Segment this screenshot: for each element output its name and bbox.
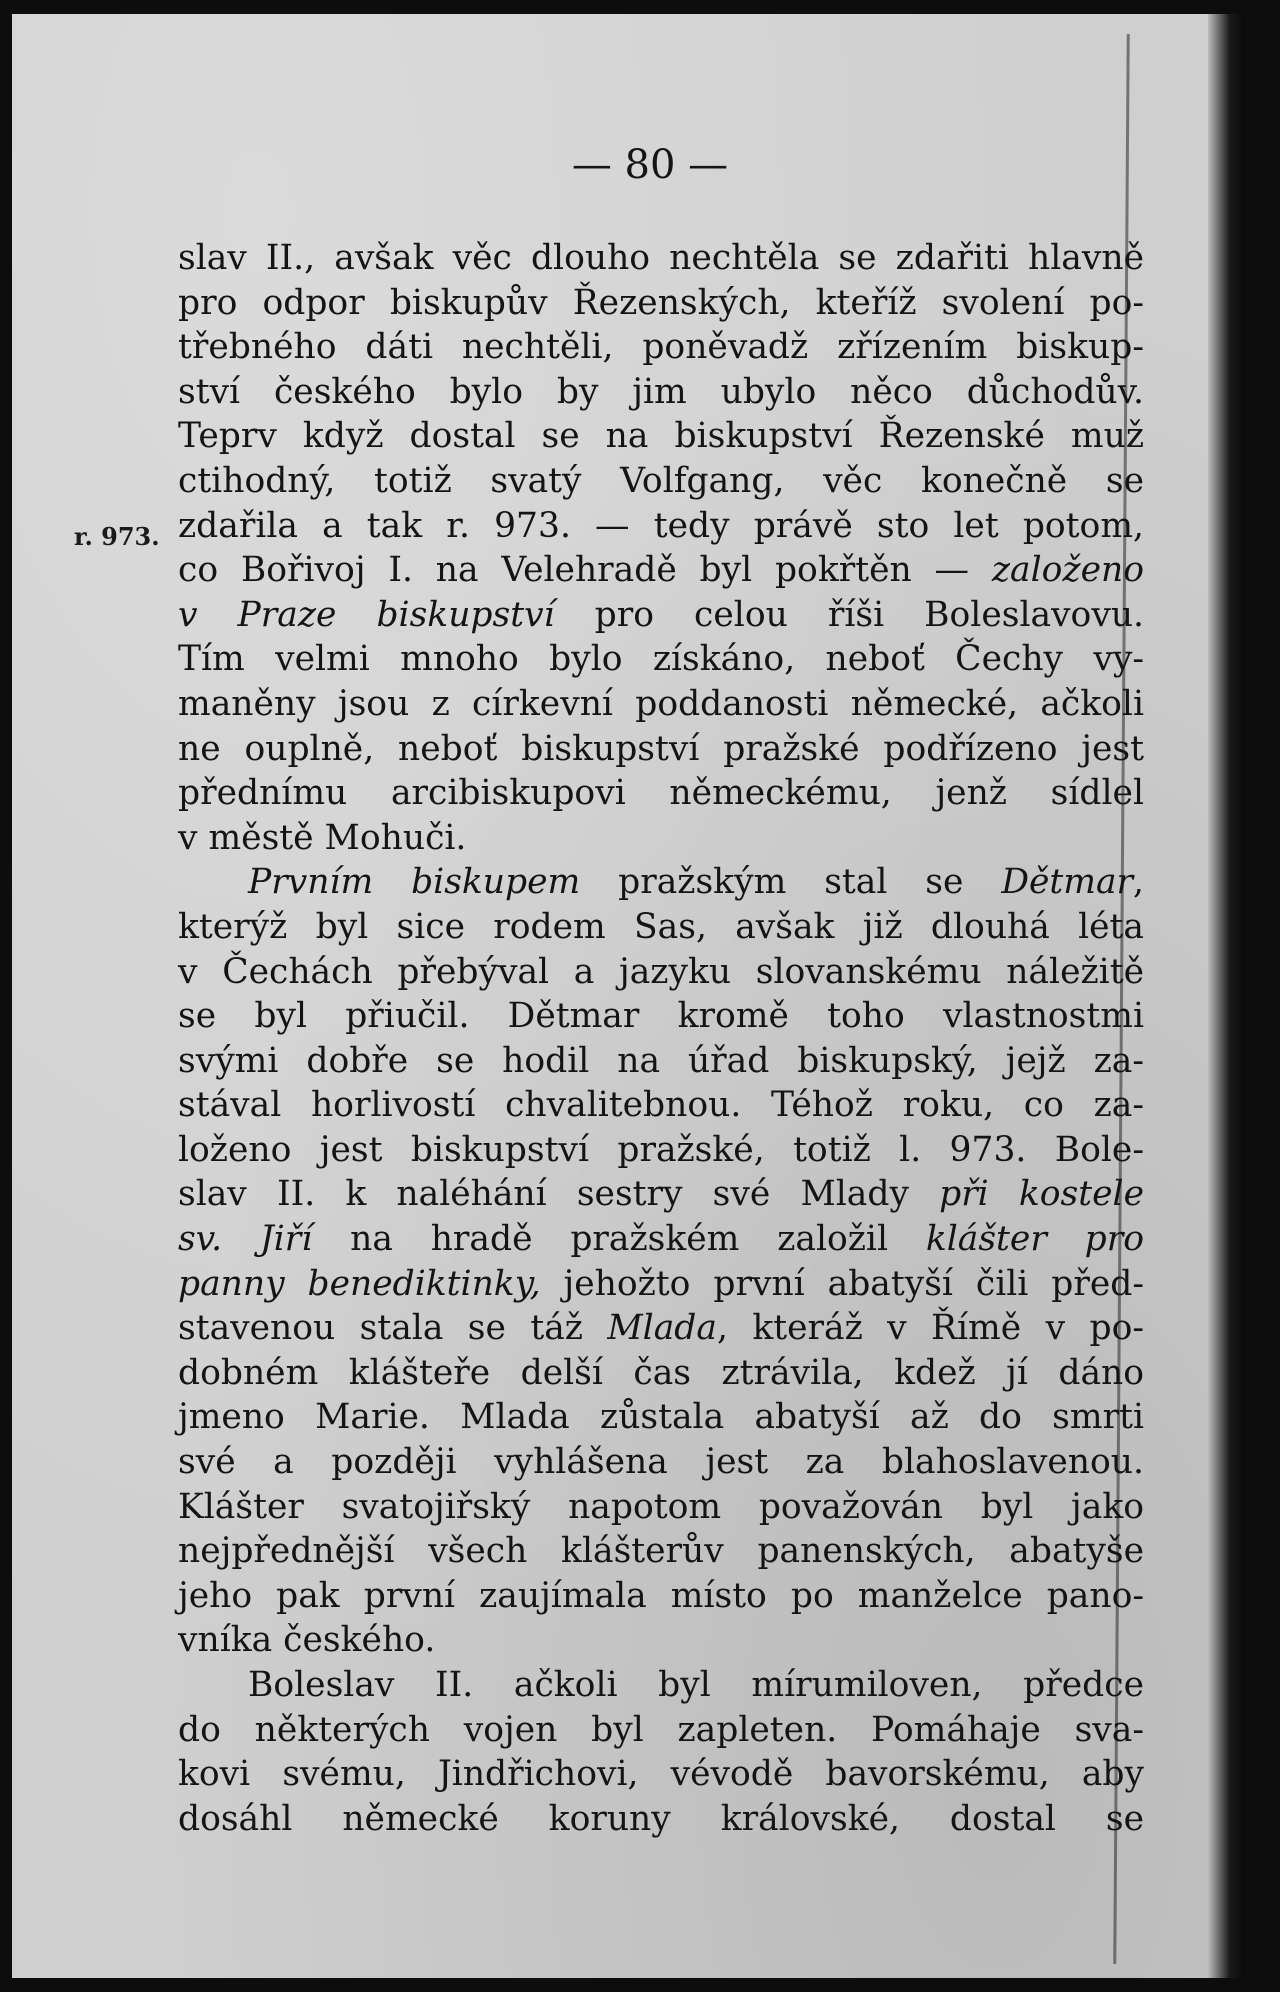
scanned-page bbox=[12, 14, 1244, 1978]
text-line: loženo jest biskupství pražské, totiž l. 973. Bole- bbox=[178, 1129, 1144, 1170]
text-line: stavenou stala se táž Mlada, kteráž v Římě v po- bbox=[178, 1308, 1145, 1349]
text-line: Klášter svatojiřský napotom považován byl jako bbox=[178, 1486, 1144, 1527]
text-line: slav II. k naléhání sestry své Mlady při kostele bbox=[178, 1174, 1144, 1215]
text-line: zdařila a tak r. 973. — tedy právě sto let potom, bbox=[178, 505, 1144, 546]
book-spine-shadow bbox=[1208, 14, 1244, 1978]
text-line: pro odpor biskupův Řezenských, kteříž svolení po- bbox=[178, 282, 1144, 323]
text-line: Boleslav II. ačkoli byl mírumiloven, předce bbox=[248, 1665, 1144, 1705]
margin-note-year: r. 973. bbox=[74, 522, 160, 551]
text-line: sv. Jiří na hradě pražském založil klášter pro bbox=[178, 1219, 1144, 1260]
text-line: svými dobře se hodil na úřad biskupský, jejž za- bbox=[178, 1040, 1144, 1081]
text-line: kovi svému, Jindřichovi, vévodě bavorskému, aby bbox=[178, 1754, 1144, 1795]
text-line: do některých vojen byl zapleten. Pomáhaje sva- bbox=[178, 1709, 1144, 1750]
page-number: — 80 — bbox=[571, 142, 729, 188]
text-line: nejpřednější všech klášterův panenských, abatyše bbox=[178, 1531, 1144, 1572]
text-line: maněny jsou z církevní poddanosti německé, ačkoli bbox=[178, 683, 1144, 724]
text-line: se byl přiučil. Dětmar kromě toho vlastnostmi bbox=[178, 996, 1144, 1037]
text-line: přednímu arcibiskupovi německému, jenž sídlel bbox=[178, 773, 1144, 814]
text-line: kterýž byl sice rodem Sas, avšak již dlouhá léta bbox=[178, 906, 1144, 947]
text-line: třebného dáti nechtěli, poněvadž zřízením biskup- bbox=[178, 327, 1144, 368]
text-line: slav II., avšak věc dlouho nechtěla se zdařiti hlavně bbox=[178, 238, 1144, 278]
text-line: Teprv když dostal se na biskupství Řezenské muž bbox=[178, 416, 1144, 457]
text-line: své a později vyhlášena jest za blahoslavenou. bbox=[178, 1442, 1144, 1483]
text-line: ství českého bylo by jim ubylo něco důchodův. bbox=[178, 371, 1144, 412]
text-line: ne ouplně, neboť biskupství pražské podřízeno jest bbox=[178, 728, 1144, 769]
text-line: stával horlivostí chvalitebnou. Téhož roku, co za- bbox=[178, 1085, 1144, 1126]
text-line: co Bořivoj I. na Velehradě byl pokřtěn — založeno bbox=[178, 550, 1144, 591]
text-line: jmeno Marie. Mlada zůstala abatyší až do smrti bbox=[178, 1397, 1144, 1438]
text-line: Tím velmi mnoho bylo získáno, neboť Čechy vy- bbox=[178, 639, 1144, 680]
text-line: v městě Mohuči. bbox=[178, 817, 467, 858]
text-line: jeho pak první zaujímala místo po manželce pano- bbox=[178, 1575, 1144, 1616]
text-line: Prvním biskupem pražským stal se Dětmar, bbox=[248, 862, 1145, 903]
text-line: vníka českého. bbox=[178, 1620, 436, 1661]
text-line: v Praze biskupství pro celou říši Boleslavovu. bbox=[178, 594, 1144, 635]
text-line: ctihodný, totiž svatý Volfgang, věc konečně se bbox=[178, 460, 1144, 501]
text-line: dosáhl německé koruny královské, dostal se bbox=[178, 1798, 1144, 1839]
text-line: v Čechách přebýval a jazyku slovanskému náležitě bbox=[178, 951, 1144, 992]
text-line: dobném klášteře delší čas ztrávila, kdež jí dáno bbox=[178, 1352, 1144, 1393]
body-text bbox=[178, 236, 1144, 1841]
text-line: panny benediktinky, jehožto první abatyší čili před- bbox=[178, 1263, 1144, 1304]
